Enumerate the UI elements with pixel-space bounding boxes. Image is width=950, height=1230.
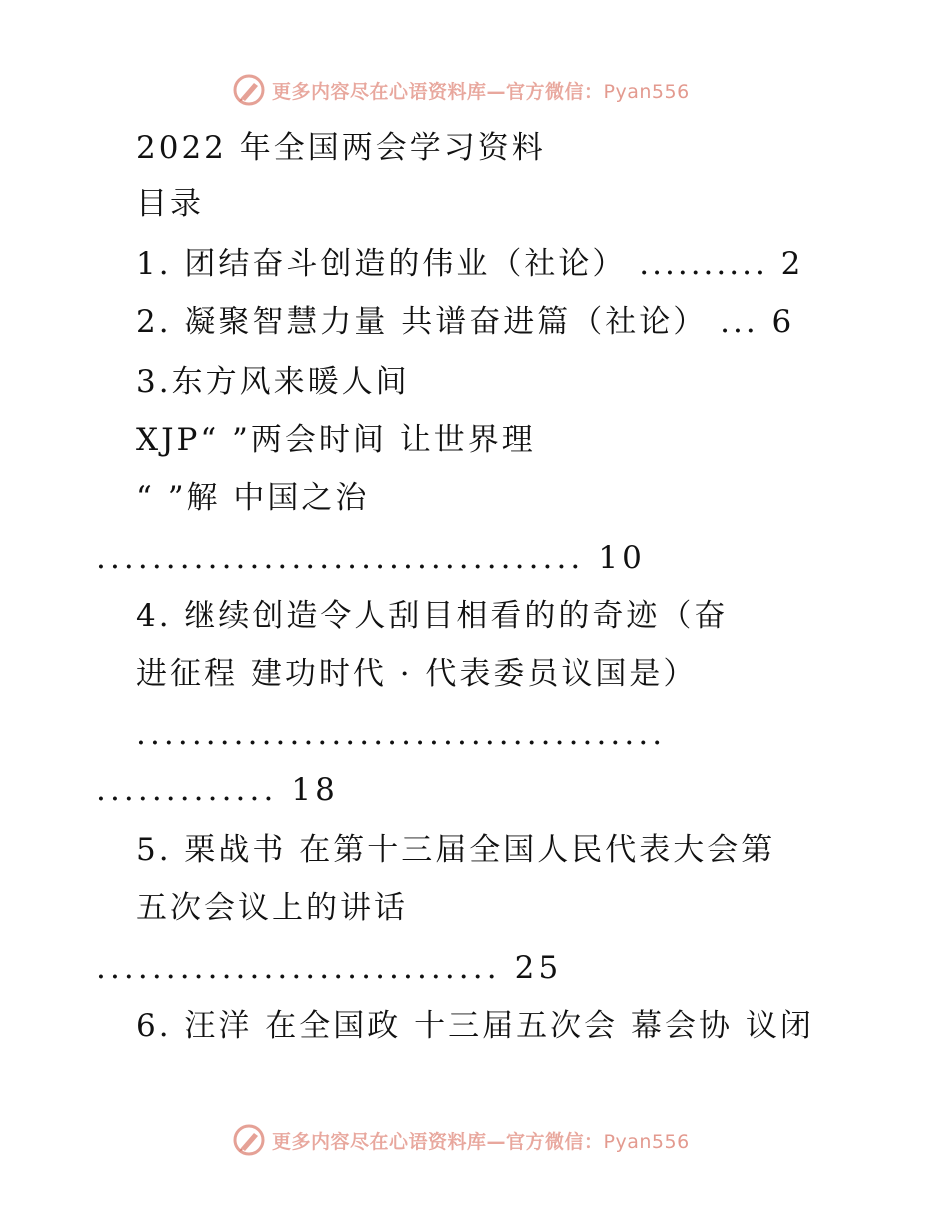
toc-entry-5: 5. 栗战书 在第十三届全国人民代表大会第 bbox=[136, 832, 776, 868]
pen-logo-icon bbox=[232, 1123, 266, 1157]
toc-entry-3-line-2: XJP“ ”两会时间 让世界理 bbox=[136, 422, 536, 458]
document-title: 2022 年全国两会学习资料 bbox=[136, 130, 546, 166]
toc-entry-4-leader-2: ............. 18 bbox=[96, 772, 340, 808]
toc-entry-3: 3.东方风来暖人间 bbox=[136, 364, 410, 400]
watermark-header bbox=[232, 72, 732, 108]
watermark-text: 更多内容尽在心语资料库—官方微信：Pyan556 bbox=[272, 80, 690, 103]
watermark-footer bbox=[232, 1122, 732, 1158]
toc-heading: 目录 bbox=[136, 186, 204, 222]
toc-entry-4-leader: ...................................... bbox=[136, 716, 667, 752]
toc-entry-3-leader: ................................... 10 bbox=[96, 540, 646, 576]
watermark-text: 更多内容尽在心语资料库—官方微信：Pyan556 bbox=[272, 1130, 690, 1153]
toc-entry-4-line-2: 进征程 建功时代 · 代表委员议国是） bbox=[136, 656, 698, 692]
toc-entry-3-line-3: “ ”解 中国之治 bbox=[136, 480, 370, 516]
toc-entry-6: 6. 汪洋 在全国政 十三届五次会 幕会协 议闭 bbox=[136, 1008, 814, 1044]
toc-entry-4: 4. 继续创造令人刮目相看的的奇迹（奋 bbox=[136, 598, 729, 634]
toc-entry-5-line-2: 五次会议上的讲话 bbox=[136, 890, 408, 926]
toc-entry-2: 2. 凝聚智慧力量 共谱奋进篇（社论） ... 6 bbox=[136, 304, 795, 340]
pen-logo-icon bbox=[232, 73, 266, 107]
toc-entry-5-leader: ............................. 25 bbox=[96, 950, 563, 986]
toc-entry-1: 1. 团结奋斗创造的伟业（社论） .......... 2 bbox=[136, 246, 804, 282]
